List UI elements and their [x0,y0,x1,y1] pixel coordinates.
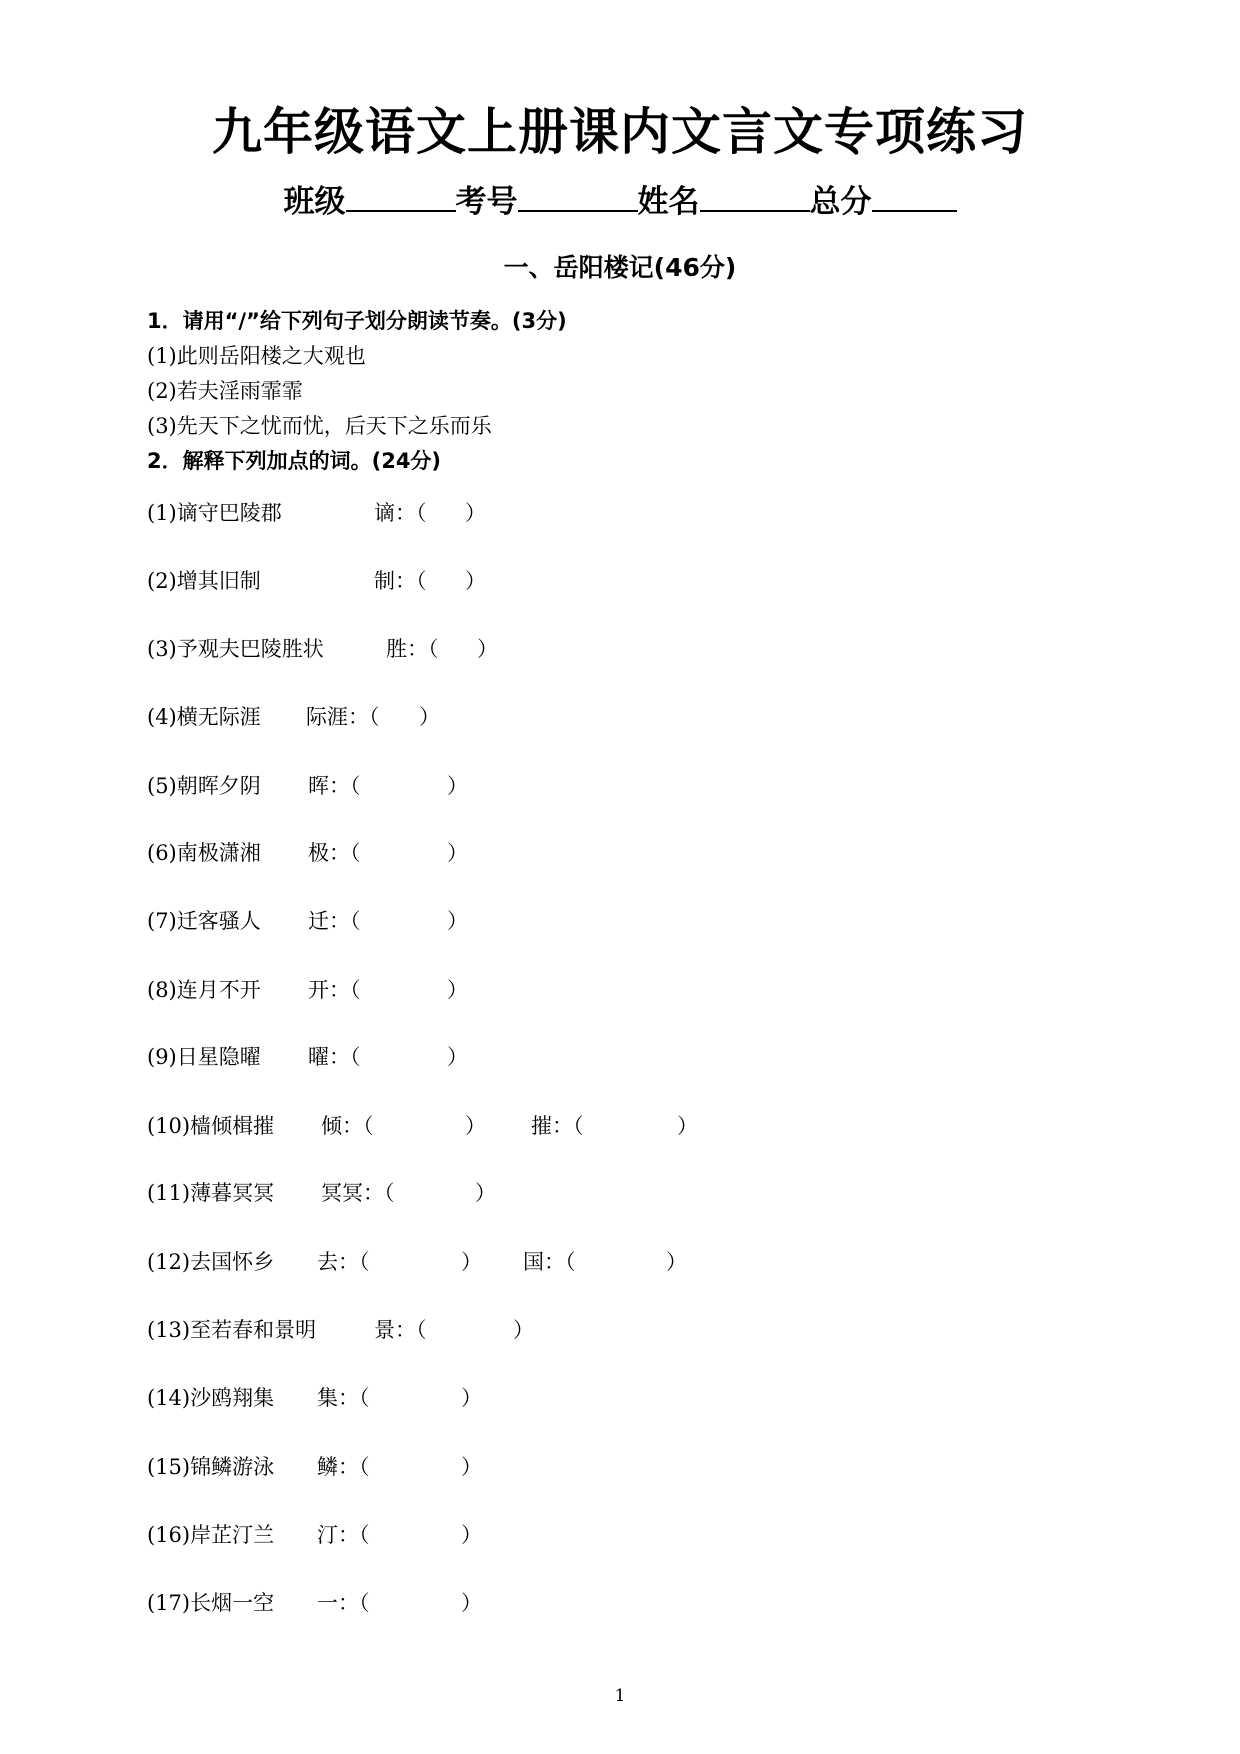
vocab-phrase: (5)朝晖夕阴 [147,774,261,798]
vocab-answer-open: 迁：（ [308,909,361,933]
vocab-phrase: (3)予观夫巴陵胜状 [147,637,324,661]
vocab-phrase: (15)锦鳞游泳 [147,1455,275,1479]
vocab-answer-close: ） [465,569,486,593]
vocab-answer-blank[interactable] [377,1247,461,1277]
vocab-answer-blank[interactable] [434,498,465,528]
question-1-prompt: 1．请用“/”给下列句子划分朗读节奏。(3分) [147,309,567,333]
name-label: 姓名 [637,184,700,220]
vocab-answer-close: ） [666,1250,687,1274]
page-title: 九年级语文上册课内文言文专项练习 [212,103,1028,161]
total-score-label: 总分 [809,184,872,220]
vocab-answer-open: 去：（ [317,1250,370,1274]
vocab-answer-open: 集：（ [317,1386,370,1410]
vocab-phrase: (2)增其旧制 [147,569,261,593]
vocab-phrase: (6)南极潇湘 [147,841,261,865]
vocab-phrase: (9)日星隐曜 [147,1045,261,1069]
vocab-answer-close: ） [465,1114,486,1138]
vocab-answer-blank[interactable] [377,1520,461,1550]
vocab-answer-close: ） [513,1318,534,1342]
vocab-answer-close: ） [461,1591,482,1615]
vocab-answer-close: ） [447,978,468,1002]
vocab-answer-open: 鳞：（ [317,1455,370,1479]
vocab-phrase: (11)薄暮冥冥 [147,1181,275,1205]
vocab-answer-open: 晖：（ [308,774,361,798]
vocab-answer-blank[interactable] [381,1111,465,1141]
question-1-line: (2)若夫淫雨霏霏 [147,379,303,403]
vocab-answer-blank[interactable] [366,702,419,732]
class-blank[interactable] [346,180,456,212]
vocab-answer-open: 谪：（ [374,501,427,525]
vocab-answer-open: 倾：（ [321,1114,374,1138]
total-score-blank[interactable] [872,180,957,212]
vocab-answer-open: 摧：（ [531,1114,584,1138]
class-label: 班级 [283,184,346,220]
vocab-answer-blank[interactable] [446,634,477,664]
vocab-answer-blank[interactable] [377,1383,461,1413]
vocab-phrase: (4)横无际涯 [147,705,261,729]
vocab-answer-close: ） [461,1386,482,1410]
vocab-answer-close: ） [447,909,468,933]
vocab-phrase: (7)迁客骚人 [147,909,261,933]
vocab-phrase: (1)谪守巴陵郡 [147,501,282,525]
vocab-answer-open: 景：（ [374,1318,427,1342]
question-2-prompt: 2．解释下列加点的词。(24分) [147,449,442,473]
vocab-answer-open: 汀：（ [317,1523,370,1547]
vocab-answer-close: ） [477,637,498,661]
section-title: 一、岳阳楼记(46分) [503,253,737,282]
vocab-phrase: (14)沙鸥翔集 [147,1386,275,1410]
question-1-line: (3)先天下之忧而忧，后天下之乐而乐 [147,414,492,438]
vocab-answer-blank[interactable] [381,1178,475,1208]
vocab-answer-close: ） [461,1455,482,1479]
vocab-phrase: (12)去国怀乡 [147,1250,275,1274]
question-1-line: (1)此则岳阳楼之大观也 [147,344,366,368]
vocab-answer-blank[interactable] [368,771,447,801]
vocab-phrase: (13)至若春和景明 [147,1318,317,1342]
vocab-answer-open: 胜：（ [386,637,439,661]
student-info-row [0,180,1240,224]
vocab-answer-blank[interactable] [377,1452,461,1482]
vocab-answer-blank[interactable] [434,1315,513,1345]
vocab-answer-open: 曜：（ [308,1045,361,1069]
vocab-answer-blank[interactable] [368,1042,447,1072]
vocab-answer-close: ） [419,705,440,729]
vocab-answer-blank[interactable] [368,975,447,1005]
vocab-answer-blank[interactable] [377,1588,461,1618]
vocab-answer-open: 国：（ [523,1250,576,1274]
exam-number-blank[interactable] [518,180,638,212]
vocab-answer-blank[interactable] [591,1111,677,1141]
vocab-answer-blank[interactable] [368,838,447,868]
vocab-answer-open: 际涯：（ [306,705,380,729]
name-blank[interactable] [700,180,810,212]
vocab-answer-close: ） [465,501,486,525]
vocab-answer-close: ） [677,1114,698,1138]
vocab-answer-close: ） [447,1045,468,1069]
vocab-phrase: (8)连月不开 [147,978,261,1002]
vocab-answer-open: 冥冥：（ [321,1181,395,1205]
vocab-answer-close: ） [461,1250,482,1274]
vocab-answer-close: ） [447,841,468,865]
vocab-answer-open: 制：（ [374,569,427,593]
vocab-answer-blank[interactable] [583,1247,666,1277]
vocab-answer-close: ） [461,1523,482,1547]
vocab-answer-open: 开：（ [308,978,361,1002]
vocab-phrase: (16)岸芷汀兰 [147,1523,275,1547]
vocab-answer-close: ） [475,1181,496,1205]
vocab-answer-blank[interactable] [434,566,465,596]
vocab-answer-open: 极：（ [308,841,361,865]
vocab-phrase: (10)樯倾楫摧 [147,1114,275,1138]
vocab-answer-open: 一：（ [317,1591,370,1615]
page-number: 1 [614,1686,626,1706]
vocab-phrase: (17)长烟一空 [147,1591,275,1615]
exam-number-label: 考号 [455,184,518,220]
vocab-answer-close: ） [447,774,468,798]
vocab-answer-blank[interactable] [368,906,447,936]
